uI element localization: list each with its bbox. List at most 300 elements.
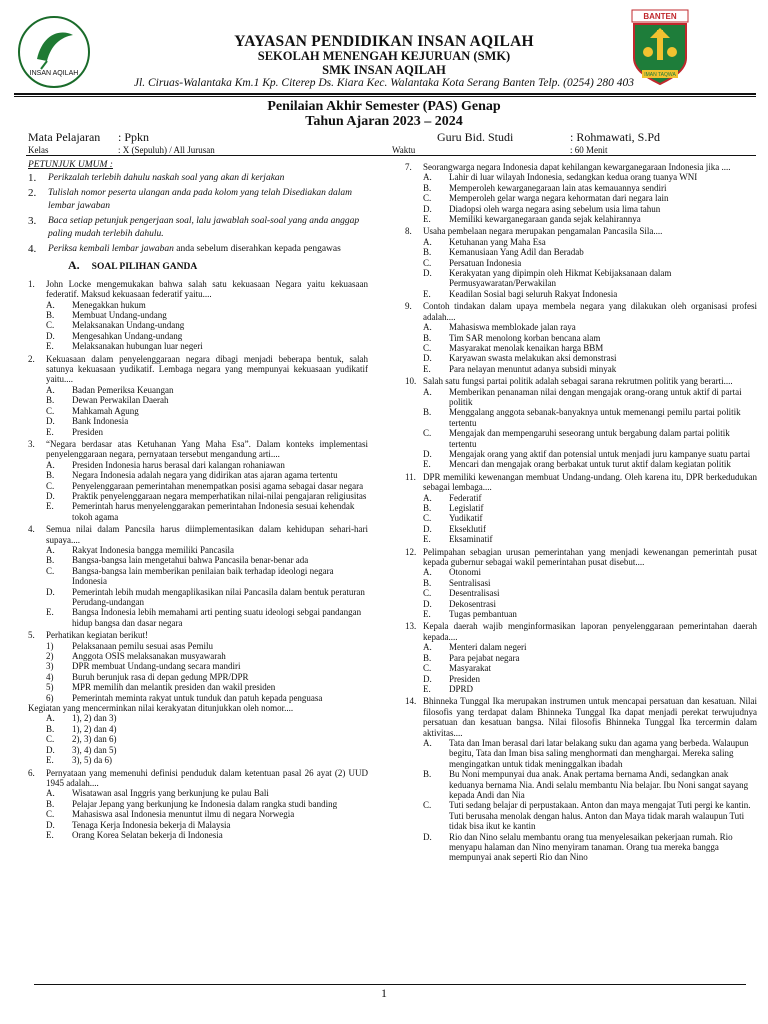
answer-option — [28, 641, 368, 651]
question-text: “Negara berdasar atas Ketuhanan Yang Maha Esa”. Dalam konteks implementasi penyelenggaraan negara, pernyataan tersebut mengandung arti.... — [46, 438, 368, 460]
question-stem — [405, 547, 757, 568]
option-text: Dekosentrasi — [449, 598, 496, 609]
option-text: Kerakyatan yang dipimpin oleh Hikmat Kebijaksanaan dalam Permusyawaratan/Perwakilan — [449, 268, 672, 289]
answer-option — [28, 724, 368, 734]
option-letter: C. — [46, 480, 55, 491]
option-letter: A. — [423, 567, 432, 578]
question-number: 7. — [405, 162, 412, 172]
instruction-number: 4. — [28, 243, 37, 256]
answer-option — [28, 809, 368, 819]
answer-option — [28, 755, 368, 765]
answer-option — [28, 545, 368, 555]
option-letter: A. — [423, 322, 432, 333]
option-letter: E. — [423, 459, 431, 470]
option-letter: C. — [46, 320, 55, 331]
question-text: Pelimpahan sebagian urusan pemerintahan yang menjadi kewenangan pemerintah pusat kepada gubernur sebagai wakil pemerintahan pusat disebut.... — [423, 546, 757, 568]
question-item — [405, 226, 757, 299]
instruction-text: Tulislah nomor peserta ulangan anda pada kolom yang telah Disediakan dalam lembar jawaban — [48, 188, 352, 212]
answer-option — [405, 364, 757, 374]
option-letter: C. — [423, 663, 432, 674]
answer-option — [28, 745, 368, 755]
question-stem — [28, 439, 368, 460]
option-text: DPR membuat Undang-undang secara mandiri — [72, 661, 241, 672]
option-text: Menteri dalam negeri — [449, 642, 527, 653]
option-text: Bangsa-bangsa lain mengetahui bahwa Pancasila benar-benar ada — [72, 555, 309, 566]
option-text: Presiden Indonesia harus berasal dari kalangan rohaniawan — [72, 459, 285, 470]
svg-text:IMAN TAQWA: IMAN TAQWA — [644, 72, 676, 78]
option-text: Praktik penyelenggaraan negara memperhatikan nilai-nilai pengajaran religiusitas — [72, 490, 367, 501]
option-text: Memperoleh gelar warga negara kehormatan dari negara lain — [449, 193, 669, 204]
answer-option — [405, 578, 757, 588]
answer-option — [405, 493, 757, 503]
option-letter: A. — [423, 386, 432, 397]
option-text: Diadopsi oleh warga negara asing sebelum usia lima tahun — [449, 203, 661, 214]
option-text: Badan Pemeriksa Keuangan — [72, 384, 174, 395]
question-item — [405, 621, 757, 694]
option-letter: C. — [423, 193, 432, 204]
option-text: Presiden — [72, 426, 103, 437]
answer-option — [28, 799, 368, 809]
option-letter: B. — [46, 395, 55, 406]
option-letter: 5) — [46, 682, 54, 693]
answer-option — [405, 268, 757, 289]
answer-option — [405, 407, 757, 428]
option-letter: E. — [423, 683, 431, 694]
option-text: Pelajar Jepang yang berkunjung ke Indonesia dalam rangka studi banding — [72, 798, 338, 809]
option-text: Bu Noni mempunyai dua anak. Anak pertama bernama Andi, sedangkan anak keduanya bernama Nia. Andi selalu membantu Nia belajar. Ibu Noni sangat sayang kepada Andi dan Nia — [449, 769, 749, 800]
option-text: Otonomi — [449, 567, 482, 578]
answer-option — [28, 470, 368, 480]
option-letter: E. — [423, 534, 431, 545]
answer-option — [28, 385, 368, 395]
option-text: Membuat Undang-undang — [72, 310, 167, 321]
question-item — [28, 524, 368, 628]
option-letter: D. — [423, 598, 432, 609]
answer-option — [405, 588, 757, 598]
option-text: Bangsa Indonesia lebih memahami arti penting suatu ideologi sebgai pandangan hidup bangsa dan dasar negara — [72, 607, 362, 628]
option-text: Mahasiswa asal Indonesia menuntut ilmu di negara Norwegia — [72, 809, 295, 820]
option-letter: D. — [423, 268, 432, 279]
question-text: DPR memiliki kewenangan membuat Undang-undang. Oleh karena itu, DPR berkedudukan sebagai lembaga.... — [423, 471, 757, 493]
teacher-value: : Rohmawati, S.Pd — [570, 130, 661, 144]
option-letter: B. — [46, 555, 55, 566]
answer-option — [405, 832, 757, 863]
foundation-name: YAYASAN PENDIDIKAN INSAN AQILAH — [234, 33, 534, 50]
question-number: 2. — [28, 353, 35, 364]
option-text: DPRD — [449, 683, 474, 694]
question-stem — [405, 376, 757, 386]
option-letter: B. — [423, 577, 432, 588]
footer-rule — [34, 984, 746, 985]
option-text: Ketuhanan yang Maha Esa — [449, 236, 546, 247]
question-stem — [28, 524, 368, 545]
option-letter: E. — [423, 363, 431, 374]
answer-option — [405, 428, 757, 449]
option-letter: E. — [46, 501, 54, 512]
option-text: Federatif — [449, 492, 482, 503]
option-letter: D. — [46, 416, 55, 427]
option-text: Memberikan penanaman nilai dengan mengajak orang-orang untuk aktif di partai politik — [449, 386, 742, 407]
option-text: Melaksanakan hubungan luar negeri — [72, 341, 203, 352]
answer-option — [405, 653, 757, 663]
option-letter: C. — [423, 342, 432, 353]
option-text: 1), 2) dan 3) — [72, 713, 117, 724]
option-text: Bank Indonesia — [72, 416, 129, 427]
option-letter: C. — [423, 257, 432, 268]
answer-option — [28, 693, 368, 703]
option-letter: A. — [423, 737, 432, 748]
option-text: Pemerintah harus menyelenggarakan pemerintahan Indonesia sesuai kehendak tokoh agama — [72, 501, 355, 522]
question-number: 3. — [28, 438, 35, 449]
class-label: Kelas — [28, 145, 49, 155]
question-text: Bhinneka Tunggal Ika merupakan instrumen untuk mencapai persatuan dan kesatuan. Nilai filosofis yang terdapat dalam Bhinneka Tunggal Ika dapat menjadi perekat terwujudnya persatuan dan kesatuan bangsa. Nilai filosofis Bhinneka Tunggal Ika tercermin dalam aktivitas.... — [423, 696, 757, 738]
header-rule — [14, 93, 756, 95]
option-text: Para pejabat negara — [449, 652, 520, 663]
option-letter: A. — [423, 236, 432, 247]
option-letter: C. — [46, 405, 55, 416]
option-letter: D. — [46, 330, 55, 341]
option-letter: 2) — [46, 651, 54, 662]
answer-option — [405, 343, 757, 353]
option-letter: E. — [423, 288, 431, 299]
option-text: 3), 5) da 6) — [72, 755, 112, 766]
section-heading — [28, 260, 368, 272]
instruction-text-tail: anda sebelum diserahkan kepada pengawas — [173, 244, 341, 255]
answer-option — [28, 341, 368, 351]
question-text: Kepala daerah wajib menginformasikan laporan penyelenggaraan pemerintahan daerah kepada.... — [423, 621, 757, 642]
instruction-item — [28, 215, 368, 241]
option-text: Persatuan Indonesia — [449, 257, 522, 268]
question-text: Semua nilai dalam Pancsila harus diimplementasikan dalam kehidupan sehari-hari supaya.... — [46, 524, 368, 545]
question-item — [28, 279, 368, 352]
option-letter: B. — [46, 723, 55, 734]
option-text: Rio dan Nino selalu membantu orang tua menyelesaikan pekerjaan rumah. Rio menyapu halaman dan Nino menyiram tanaman. Orang tua mereka bangga mempunyai anak seperti Rio dan Nino — [449, 831, 733, 863]
option-text: Pemerintah meminta rakyat untuk tunduk dan patuh kepada penguasa — [72, 692, 323, 703]
question-stem — [28, 354, 368, 385]
option-letter: D. — [423, 203, 432, 214]
exam-year: Tahun Ajaran 2023 – 2024 — [305, 114, 463, 129]
option-letter: B. — [423, 247, 432, 258]
option-letter: A. — [46, 713, 55, 724]
answer-option — [28, 651, 368, 661]
answer-option — [405, 800, 757, 831]
page-number: 1 — [381, 986, 387, 1000]
option-letter: D. — [423, 353, 432, 364]
question-number: 11. — [405, 471, 416, 482]
question-stem — [28, 630, 368, 640]
time-label: Waktu — [392, 145, 416, 155]
option-letter: E. — [423, 609, 431, 620]
instructions-list — [28, 172, 368, 256]
option-text: 1), 2) dan 4) — [72, 723, 117, 734]
answer-option — [28, 820, 368, 830]
answer-option — [405, 289, 757, 299]
option-letter: D. — [46, 586, 55, 597]
option-letter: D. — [423, 523, 432, 534]
option-text: Keadilan Sosial bagi seluruh Rakyat Indonesia — [449, 288, 618, 299]
answer-option — [28, 734, 368, 744]
question-text: Contoh tindakan dalam upaya membela negara yang dilakukan oleh organisasi profesi adalah.... — [423, 301, 757, 322]
option-text: Presiden — [449, 673, 480, 684]
option-letter: C. — [46, 809, 55, 820]
question-stem — [405, 162, 757, 172]
right-column — [405, 160, 757, 863]
option-letter: B. — [46, 470, 55, 481]
left-column — [28, 160, 368, 840]
answer-option — [28, 416, 368, 426]
answer-option — [28, 331, 368, 341]
option-text: 2), 3) dan 6) — [72, 734, 117, 745]
option-text: Para nelayan menuntut adanya subsidi minyak — [449, 363, 617, 374]
question-text: Seorangwarga negara Indonesia dapat kehilangan kewarganegaraan Indonesia jika .... — [423, 162, 731, 172]
question-number: 1. — [28, 278, 35, 289]
svg-text:BANTEN: BANTEN — [643, 12, 677, 21]
option-letter: E. — [46, 426, 54, 437]
answer-option — [405, 172, 757, 182]
option-text: Mahasiswa memblokade jalan raya — [449, 322, 576, 333]
question-item — [28, 439, 368, 522]
answer-option — [28, 788, 368, 798]
option-letter: A. — [46, 459, 55, 470]
answer-option — [405, 449, 757, 459]
answer-option — [405, 534, 757, 544]
instruction-item — [28, 172, 368, 185]
instruction-number: 1. — [28, 172, 37, 185]
option-letter: B. — [46, 310, 55, 321]
school-name: SMK INSAN AQILAH — [322, 63, 446, 77]
option-letter: A. — [46, 544, 55, 555]
question-item — [405, 472, 757, 545]
option-letter: 6) — [46, 692, 54, 703]
answer-option — [405, 333, 757, 343]
question-text: John Locke mengemukakan bahwa salah satu kekuasaan Negara yaitu kekuasaan federatif. Maksud kekuasaan federatif yaitu.... — [46, 278, 368, 300]
answer-option — [405, 204, 757, 214]
question-number: 13. — [405, 621, 417, 632]
option-text: Mengesahkan Undang-undang — [72, 330, 183, 341]
answer-option — [405, 642, 757, 652]
question-stem — [405, 226, 757, 236]
option-letter: C. — [46, 565, 55, 576]
option-letter: D. — [46, 819, 55, 830]
option-text: Tata dan Iman berasal dari latar belakang suku dan agama yang berbeda. Walaupun begitu, Tata dan Iman bisa saling menghormati dan menghargai. Mereka saling mengingatkan untuk tidak meninggalkan ibadah — [449, 737, 749, 769]
answer-option — [405, 663, 757, 673]
answer-option — [28, 682, 368, 692]
answer-option — [28, 830, 368, 840]
question-text: Usaha pembelaan negara merupakan pengamalan Pancasila Sila.... — [423, 226, 663, 237]
option-text: Orang Korea Selatan bekerja di Indonesia — [72, 829, 223, 840]
option-letter: 3) — [46, 661, 54, 672]
question-item — [405, 162, 757, 224]
question-number: 9. — [405, 301, 412, 312]
option-text: Sentralisasi — [449, 577, 491, 588]
class-value: : X (Sepuluh) / All Jurusan — [118, 145, 215, 155]
school-logo — [17, 15, 91, 89]
time-value: : 60 Menit — [570, 145, 608, 155]
answer-option — [28, 491, 368, 501]
answer-option — [28, 300, 368, 310]
option-letter: B. — [423, 407, 432, 418]
option-letter: A. — [46, 788, 55, 799]
option-text: Ekseklutif — [449, 523, 486, 534]
answer-option — [405, 387, 757, 408]
answer-option — [405, 684, 757, 694]
option-letter: A. — [423, 172, 432, 183]
answer-option — [405, 237, 757, 247]
answer-option — [28, 672, 368, 682]
question-item — [405, 376, 757, 470]
question-number: 12. — [405, 546, 417, 557]
question-stem — [28, 768, 368, 789]
option-letter: B. — [46, 798, 55, 809]
instruction-text: Baca setiap petunjuk pengerjaan soal, lalu jawablah soal-soal yang anda anggap paling mudah terlebih dahulu. — [48, 216, 360, 240]
answer-option — [28, 555, 368, 565]
answer-option — [405, 513, 757, 523]
answer-option — [28, 395, 368, 405]
option-letter: C. — [423, 800, 432, 811]
option-letter: D. — [46, 490, 55, 501]
option-text: 3), 4) dan 5) — [72, 744, 117, 755]
question-text: Kekuasaan dalam penyelenggaraan negara dibagi menjadi beberapa bentuk, salah satunya kekuasaan yudikatif. Lembaga negara yang mempunyai kekuasaan yudikatif yaitu.... — [46, 353, 368, 385]
answer-option — [405, 503, 757, 513]
option-letter: B. — [423, 503, 432, 513]
section-title: SOAL PILIHAN GANDA — [91, 262, 198, 273]
answer-option — [28, 661, 368, 671]
answer-option — [28, 310, 368, 320]
option-text: Tim SAR menolong korban bencana alam — [449, 332, 601, 343]
svg-text:INSAN AQILAH: INSAN AQILAH — [29, 70, 79, 77]
answer-option — [28, 427, 368, 437]
option-letter: D. — [46, 744, 55, 755]
option-text: Kemanusiaan Yang Adil dan Beradab — [449, 247, 584, 258]
answer-option — [405, 524, 757, 534]
question-stem — [405, 621, 757, 642]
option-text: Wisatawan asal Inggris yang berkunjung ke pulau Bali — [72, 788, 269, 799]
option-text: Karyawan swasta melakukan aksi demonstrasi — [449, 353, 617, 364]
option-letter: C. — [423, 513, 432, 524]
questions-left — [28, 279, 368, 841]
option-text: Eksaminatif — [449, 534, 493, 545]
questions-right — [405, 162, 757, 863]
question-text: Pernyataan yang memenuhi definisi penduduk dalam ketentuan pasal 26 ayat (2) UUD 1945 adalah.... — [46, 767, 368, 788]
answer-option — [28, 587, 368, 608]
question-number: 10. — [405, 376, 417, 387]
option-text: Mengajak orang yang aktif dan potensial untuk menjadi juru kampanye suatu partai — [449, 448, 751, 459]
option-letter: A. — [46, 384, 55, 395]
instruction-text: Perikzalah terlebih dahulu naskah soal yang akan di kerjakan — [48, 173, 285, 184]
option-text: Menegakkan hukum — [72, 299, 146, 310]
option-letter: 1) — [46, 640, 54, 651]
option-text: Buruh berunjuk rasa di depan gedung MPR/DPR — [72, 671, 249, 682]
option-text: Mencari dan mengajak orang berbakat untuk turut aktif dalam kegiatan politik — [449, 459, 731, 470]
option-text: Desentralisasi — [449, 588, 500, 599]
instruction-item — [28, 243, 368, 256]
answer-option — [405, 193, 757, 203]
header-rule-thin — [14, 96, 756, 97]
option-letter: D. — [423, 673, 432, 684]
question-text: Perhatikan kegiatan berikut! — [46, 630, 148, 641]
option-letter: C. — [46, 734, 55, 745]
answer-option — [405, 609, 757, 619]
option-letter: D. — [423, 448, 432, 459]
question-item — [405, 547, 757, 620]
answer-option — [28, 607, 368, 628]
answer-option — [405, 459, 757, 469]
question-stem — [405, 301, 757, 322]
meta-rule — [26, 155, 756, 156]
answer-option — [405, 247, 757, 257]
instruction-number: 2. — [28, 187, 37, 200]
subject-label: Mata Pelajaran — [28, 130, 101, 144]
answer-option — [28, 460, 368, 470]
option-text: Negara Indonesia adalah negara yang didirikan atas ajaran agama tertentu — [72, 470, 338, 481]
option-text: Masyarakat menolak kenaikan harga BBM — [449, 342, 604, 353]
answer-option — [28, 406, 368, 416]
option-text: Bangsa-bangsa lain memberikan penilaian baik terhadap ideologi negara Indonesia — [72, 565, 334, 587]
instructions-heading: PETUNJUK UMUM : — [28, 160, 113, 170]
option-letter: A. — [46, 299, 55, 310]
option-text: MPR memilih dan melantik presiden dan wakil presiden — [72, 682, 276, 693]
option-text: Pemerintah lebih mudah mengaplikasikan nilai Pancasila dalam bentuk peraturan Perudang-undangan — [72, 586, 365, 607]
teacher-label: Guru Bid. Studi — [437, 130, 514, 144]
question-item — [405, 696, 757, 863]
question-item — [28, 768, 368, 841]
question-item — [405, 301, 757, 374]
subject-value: : Ppkn — [118, 130, 150, 144]
question-followup: Kegiatan yang mencerminkan nilai kerakyatan ditunjukkan oleh nomor.... — [28, 703, 294, 714]
option-letter: E. — [423, 214, 431, 225]
option-text: Penyelenggaraan pemerintahan menempatkan posisi agama sebagai dasar negara — [72, 480, 364, 491]
option-text: Melaksanakan Undang-undang — [72, 320, 185, 331]
option-letter: B. — [423, 332, 432, 343]
question-number: 5. — [28, 630, 35, 641]
question-stem — [28, 279, 368, 300]
question-stem — [405, 696, 757, 738]
answer-option — [28, 481, 368, 491]
question-item — [28, 630, 368, 765]
answer-option — [405, 353, 757, 363]
question-text: Salah satu fungsi partai politik adalah sebagai sarana rekrutmen politik yang berarti.... — [423, 376, 733, 387]
answer-option — [405, 738, 757, 769]
option-letter: B. — [423, 769, 432, 780]
option-text: Lahir di luar wilayah Indonesia, sedangkan kedua orang tuanya WNI — [449, 172, 698, 183]
option-text: Tugas pembantuan — [449, 609, 517, 620]
option-letter: E. — [46, 607, 54, 618]
answer-option — [405, 183, 757, 193]
answer-option — [405, 322, 757, 332]
question-number: 14. — [405, 696, 417, 707]
answer-option — [28, 501, 368, 522]
option-letter: B. — [423, 182, 432, 193]
option-text: Legislatif — [449, 503, 484, 513]
option-text: Pelaksanaan pemilu sesuai asas Pemilu — [72, 640, 213, 651]
question-number: 8. — [405, 226, 412, 237]
option-letter: A. — [423, 642, 432, 653]
answer-option — [405, 567, 757, 577]
option-text: Dewan Perwakilan Daerah — [72, 395, 169, 406]
option-text: Tenaga Kerja Indonesia bekerja di Malaysia — [72, 819, 231, 830]
answer-option — [405, 674, 757, 684]
instruction-number: 3. — [28, 215, 37, 228]
question-number: 4. — [28, 524, 35, 535]
option-text: Mahkamah Agung — [72, 405, 139, 416]
question-stem — [405, 472, 757, 493]
answer-option — [28, 566, 368, 587]
option-letter: E. — [46, 829, 54, 840]
question-item — [28, 354, 368, 437]
section-letter: A. — [68, 258, 80, 273]
option-text: Menggalang anggota sebanak-banyaknya untuk memenangi pemilu partai politik tertentu — [449, 407, 741, 428]
option-text: Yudikatif — [449, 513, 483, 524]
